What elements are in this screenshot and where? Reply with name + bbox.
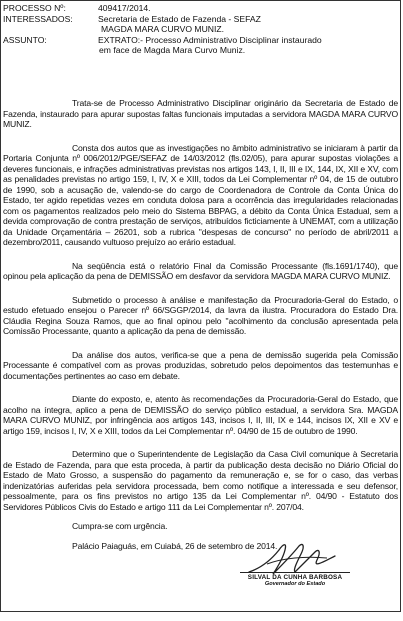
processo-label: PROCESSO Nº: — [3, 3, 66, 13]
assunto-value: EXTRATO:- Processo Administrativo Disciplinar instaurado — [98, 34, 322, 45]
header-block — [3, 3, 398, 56]
signatory-name: SILVAL DA CUNHA BARBOSA — [247, 574, 343, 581]
interessados-value-2: MAGDA MARA CURVO MUNIZ. — [101, 24, 225, 34]
handwritten-signature — [243, 538, 343, 580]
paragraph-determination: Determino que o Superintendente de Legislação da Casa Civil comunique à Secretaria de Estado de Fazenda, para que esta proceda, à partir da publicação desta decisão no Diário Oficial do Estado de Mato Grosso, a suspensão do pagamento da remuneração e, se for o caso, das verbas indenizatórias auferidas pela servidora processada, bem como notifique a interessada e seu defensor, pessoalmente, para os fins previstos no artigo 135 da Lei Complementar nº. 04/90 - Estatuto dos Servidores Públicos Civis do Estado e artigo 111 da Lei Complementar nº. 207/04. — [3, 449, 398, 512]
interessados-value: Secretaria de Estado de Fazenda - SEFAZ — [98, 13, 261, 24]
paragraph-facts: Consta dos autos que as investigações no âmbito administrativo se iniciaram à partir da Portaria Conjunta nº 006/2012/PGE/SEFAZ de 14/03/2012 (fls.02/05), para apurar supostas violações a deveres funcionais, e infrações administrativas previstas nos artigos 143, I, II, III e IX, 144, IX, XII e XV, com as penalidades previstas no artigo 159, I, IV, X e XIII, todos da Lei Complementar nº 04, de 15 de outubro de 1990, sob a acusação de, valendo-se do cargo de Coordenadora de Controle da Conta Única do Estado, ter agido repetidas vezes em conduta dolosa para a ocorrência das irregularidades relacionadas com os pagamentos realizados pelo meio do Sistema BBPAG, a débito da Conta Única Estadual, sem a devida comprovação de contra prestação de serviços, atribuídos ficticiamente à UNEMAT, com a utilização da Unidade Orçamentária – 26201, sob a rubrica "despesas de concurso" no período de abril/2011 a dezembro/2011, causando vultuoso prejuízo ao erário estadual. — [3, 142, 398, 247]
processo-value: 409417/2014. — [98, 3, 151, 13]
processo-row — [3, 3, 398, 14]
paragraph-opinion: Submetido o processo à análise e manifestação da Procuradoria-Geral do Estado, o estudo efetuado ensejou o Parecer nº 66/SGGP/2014, da lavra da ilustra. Procuradora do Estado Dra. Cláudia Regina Souza Ramos, que ao final opinou pelo "acolhimento da conclusão apresentada pela Comissão Processante, quanto a aplicação da pena de demissão. — [3, 294, 398, 336]
paragraph-decision: Diante do exposto, e, atento às recomendações da Procuradoria-Geral do Estado, que acolho na íntegra, aplico a pena de DEMISSÃO do serviço público estadual, a servidora Sra. MAGDA MARA CURVO MUNIZ, por infringência aos artigos 143, incisos I, II, III, IX e 144, incisos IX, XII e XV e artigo 159, incisos I, IV, X e XIII, todos da Lei Complementar nº. 04/90 de 15 de outubro de 1990. — [3, 394, 398, 436]
paragraph-place-date: Palácio Paiaguás, em Cuiabá, 26 de setembro de 2014. — [72, 540, 278, 551]
document-body — [3, 98, 398, 564]
signatory-role: Governador do Estado — [264, 581, 326, 587]
paragraph-intro: Trata-se de Processo Administrativo Disciplinar originário da Secretaria de Estado de Fazenda, instaurado para apurar supostas faltas funcionais imputadas a servidora MAGDA MARA CURVO MUNIZ. — [3, 98, 398, 129]
interessados-row — [3, 14, 398, 25]
assunto-label: ASSUNTO: — [3, 34, 47, 45]
assunto-row — [3, 35, 398, 46]
signature-block — [225, 572, 365, 588]
interessados-label: INTERESSADOS: — [3, 13, 73, 24]
paragraph-compliance: Cumpra-se com urgência. — [72, 521, 168, 531]
assunto-value-2: em face de Magda Mara Curvo Muniz. — [99, 45, 246, 55]
paragraph-analysis: Da análise dos autos, verifica-se que a pena de demissão sugerida pela Comissão Processante é compatível com as provas produzidas, sobretudo pelos depoimentos das testemunhas e documentações pertinentes ao caso em debate. — [3, 349, 398, 381]
paragraph-report: Na seqüência está o relatório Final da Comissão Processante (fls.1691/1740), que opinou pela aplicação da pena de DEMISSÃO em desfavor da servidora MAGDA MARA CURVO MUNIZ. — [3, 260, 398, 281]
